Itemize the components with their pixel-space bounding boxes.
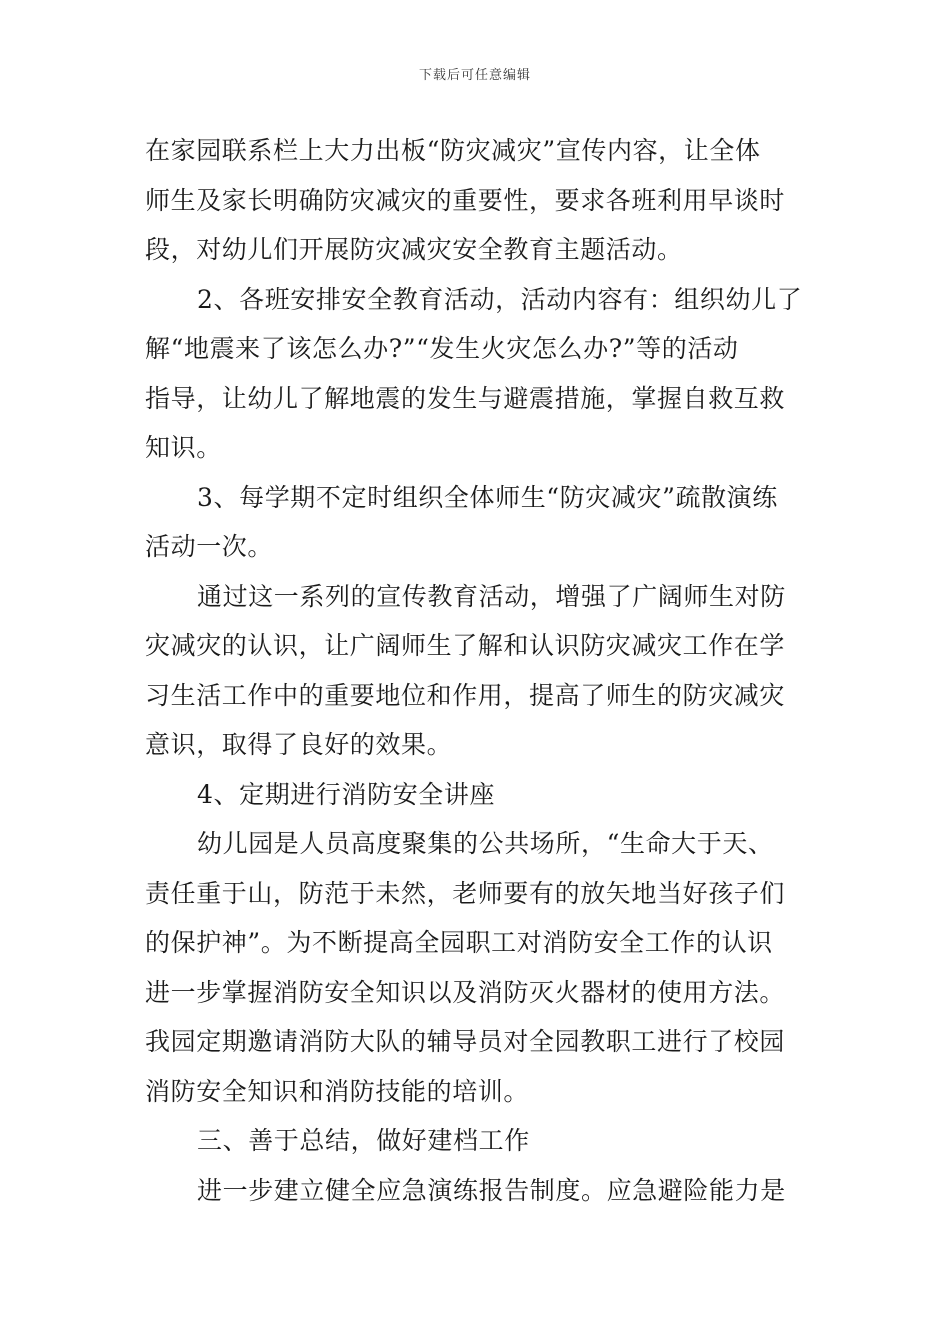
- text-line: 活动一次。: [145, 532, 274, 561]
- section-heading: 三、善于总结，做好建档工作: [197, 1126, 530, 1155]
- text-line: 师生及家长明确防灾减灾的重要性，要求各班利用早谈时: [145, 185, 786, 215]
- text-line: 通过这一系列的宣传教育活动，增强了广阔师生对防: [197, 581, 786, 611]
- text-line: 2、各班安排安全教育活动，活动内容有：组织幼儿了: [197, 284, 803, 314]
- text-line: 消防安全知识和消防技能的培训。: [145, 1076, 530, 1106]
- text-line: 指导，让幼儿了解地震的发生与避震措施，掌握自救互救: [145, 383, 786, 413]
- text-line: 我园定期邀请消防大队的辅导员对全园教职工进行了校园: [145, 1027, 786, 1056]
- text-line: 进一步掌握消防安全知识以及消防灭火器材的使用方法。: [145, 977, 786, 1007]
- page-header: 下载后可任意编辑: [418, 68, 531, 83]
- section-heading: 4、定期进行消防安全讲座: [197, 779, 496, 809]
- text-line: 意识，取得了良好的效果。: [145, 730, 453, 759]
- text-line: 在家园联系栏上大力出板“防灾减灾”宣传内容，让全体: [145, 136, 761, 165]
- text-line: 进一步建立健全应急演练报告制度。应急避险能力是: [197, 1175, 786, 1205]
- text-line: 幼儿园是人员高度聚集的公共场所，“生命大于天、: [197, 829, 774, 858]
- document-body: [145, 126, 807, 1215]
- text-line: 责任重于山，防范于未然，老师要有的放矢地当好孩子们: [145, 878, 786, 908]
- text-line: 灾减灾的认识，让广阔师生了解和认识防灾减灾工作在学: [145, 631, 786, 660]
- text-line: 习生活工作中的重要地位和作用，提高了师生的防灾减灾: [145, 680, 786, 710]
- text-line: 的保护神”。为不断提高全园职工对消防安全工作的认识: [145, 928, 773, 957]
- text-line: 段，对幼儿们开展防灾减灾安全教育主题活动。: [145, 235, 683, 264]
- text-line: 解“地震来了该怎么办?”“发生火灾怎么办?”等的活动: [145, 334, 739, 363]
- text-line: 3、每学期不定时组织全体师生“防灾减灾”疏散演练: [197, 482, 778, 512]
- text-line: 知识。: [145, 433, 222, 462]
